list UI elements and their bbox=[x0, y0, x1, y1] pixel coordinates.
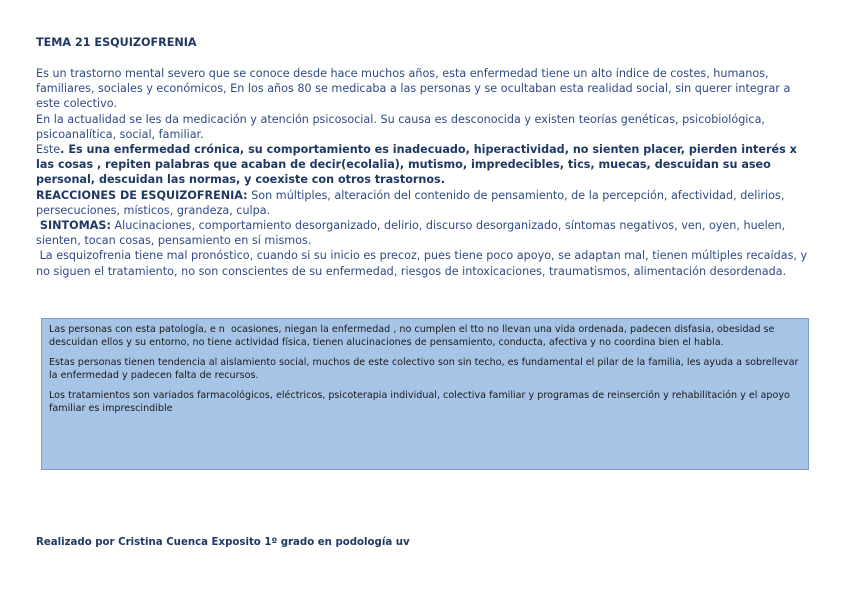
main-text bbox=[36, 66, 812, 279]
author-footer: Realizado por Cristina Cuenca Exposito 1º grado en podología uv bbox=[36, 537, 410, 548]
paragraph-reactions bbox=[36, 188, 812, 218]
description-lead: Este bbox=[36, 143, 61, 157]
symptoms-text: Alucinaciones, comportamiento desorganizado, delirio, discurso desorganizado, síntomas negativos, ven, oyen, huelen, sienten, tocan cosas, pensamiento en sí mismos. bbox=[36, 219, 786, 248]
reactions-text: Son múltiples, alteración del contenido de pensamiento, de la percepción, afectividad, delirios, persecuciones, místicos, grandeza, culpa. bbox=[36, 188, 785, 217]
box-paragraph-denial: Las personas con esta patología, e n ocasiones, niegan la enfermedad , no cumplen el tto no llevan una vida ordenada, padecen disfasia, obesidad se descuidan ellos y su entorno, no tiene actividad física, tienen alucinaciones de pensamiento, conducta, afectiva y no coordina bien el habla. bbox=[49, 324, 778, 348]
description-bold: . Es una enfermedad crónica, su comportamiento es inadecuado, hiperactividad, no sienten placer, pierden interés x las cosas , repiten palabras que acaban de decir(ecolalia), mutismo, impredecibles, tics, muecas, descuidan su aseo personal, descuidan las normas, y coexiste con otros trastornos. bbox=[36, 143, 797, 187]
paragraph-prognosis: La esquizofrenia tiene mal pronóstico, cuando si su inicio es precoz, pues tiene poco apoyo, se adaptan mal, tienen múltiples recaídas, y no siguen el tratamiento, no son conscientes de su enfermedad, riesgos de intoxicaciones, traumatismos, alimentación desordenada. bbox=[36, 249, 811, 278]
reactions-label: REACCIONES DE ESQUIZOFRENIA: bbox=[36, 188, 248, 202]
paragraph-description bbox=[36, 142, 812, 188]
paragraph-treatment: En la actualidad se les da medicación y atención psicosocial. Su causa es desconocida y existen teorías genéticas, psicobiológica, psicoanalítica, social, familiar. bbox=[36, 112, 765, 141]
symptoms-label: SINTOMAS: bbox=[36, 219, 111, 233]
box-paragraph-isolation: Estas personas tienen tendencia al aislamiento social, muchos de este colectivo son sin techo, es fundamental el pilar de la familia, les ayuda a sobrellevar la enfermedad y padecen falta de recursos. bbox=[49, 357, 799, 381]
info-box bbox=[41, 318, 809, 470]
box-paragraph-treatments: Los tratamientos son variados farmacológicos, eléctricos, psicoterapia individual, colectiva familiar y programas de reinserción y rehabilitación y el apoyo familiar es imprescindible bbox=[49, 390, 790, 414]
page-title: TEMA 21 ESQUIZOFRENIA bbox=[36, 36, 197, 49]
paragraph-intro: Es un trastorno mental severo que se conoce desde hace muchos años, esta enfermedad tiene un alto índice de costes, humanos, familiares, sociales y económicos, En los años 80 se medicaba a las personas y se ocultaban esta realidad social, sin querer integrar a este colectivo. bbox=[36, 67, 791, 111]
paragraph-symptoms bbox=[36, 218, 812, 248]
